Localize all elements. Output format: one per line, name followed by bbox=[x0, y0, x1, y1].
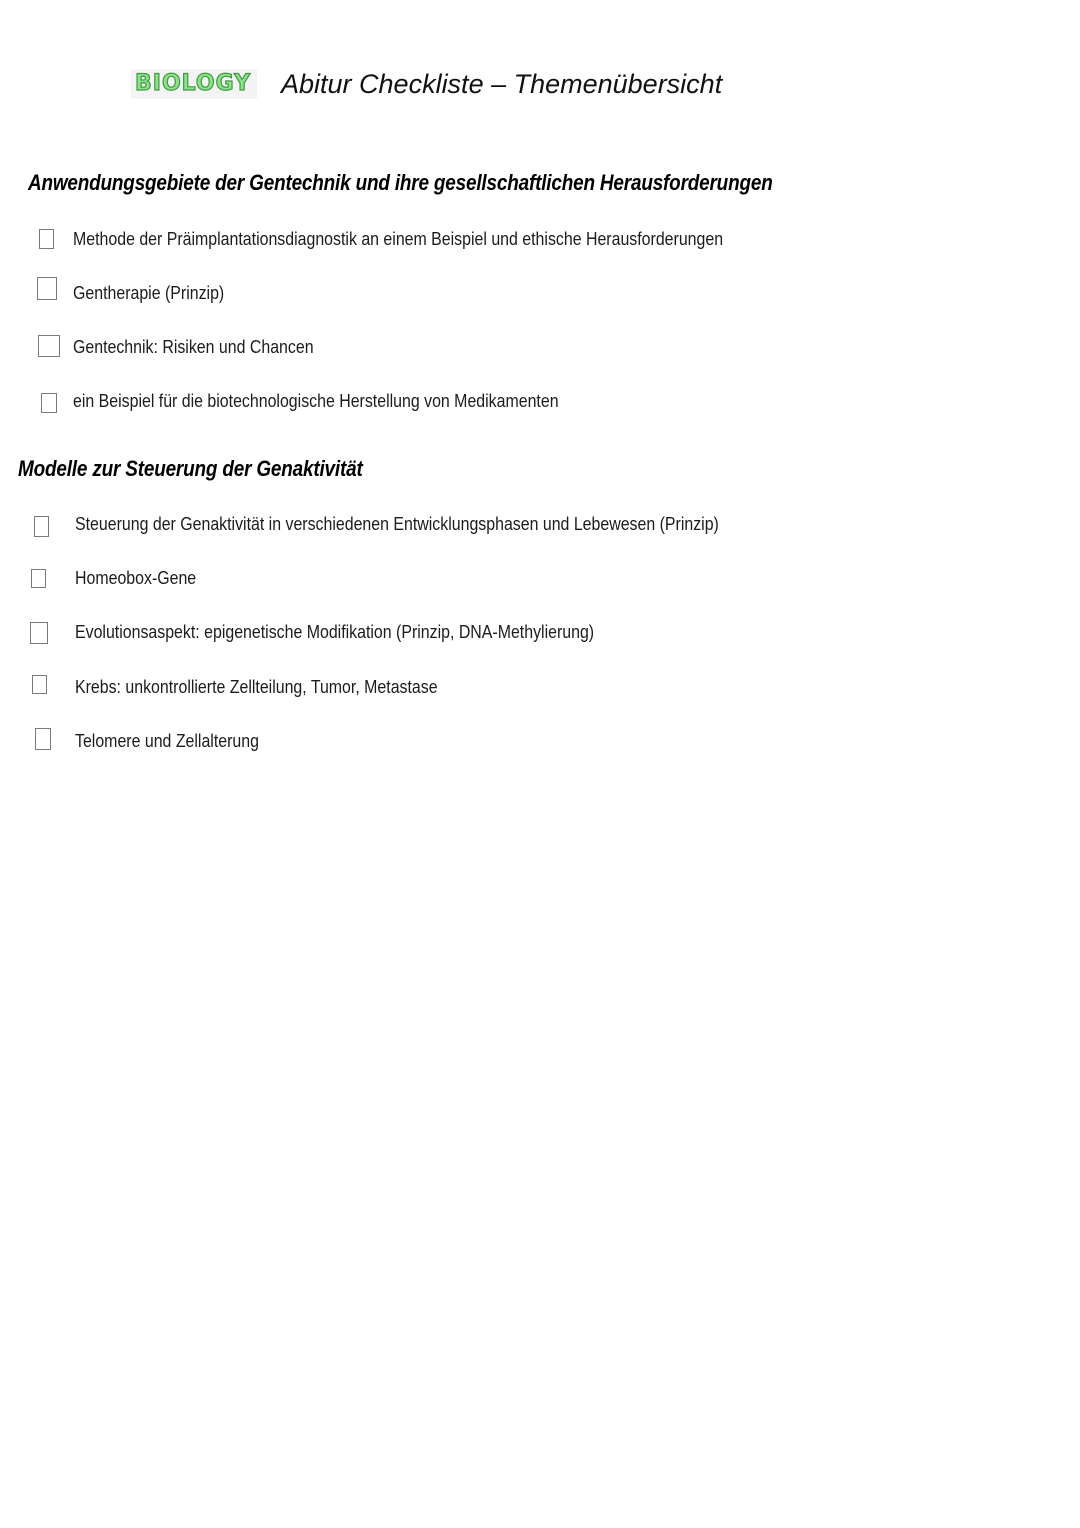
document-header bbox=[131, 66, 722, 102]
checkbox[interactable] bbox=[38, 335, 60, 357]
checklist-item-label: Telomere und Zellalterung bbox=[75, 730, 259, 751]
checklist-item-label: Steuerung der Genaktivität in verschiedenen Entwicklungsphasen und Lebewesen (Prinzip) bbox=[75, 513, 719, 534]
checklist-item-label: ein Beispiel für die biotechnologische Herstellung von Medikamenten bbox=[73, 390, 559, 411]
section-heading-genaktivitaet: Modelle zur Steuerung der Genaktivität bbox=[18, 456, 363, 481]
checkbox[interactable] bbox=[35, 728, 51, 750]
checkbox[interactable] bbox=[37, 277, 57, 300]
biology-logo: BIOLOGY bbox=[131, 69, 257, 99]
checkbox[interactable] bbox=[32, 675, 47, 694]
checklist-item-label: Methode der Präimplantationsdiagnostik an einem Beispiel und ethische Herausforderungen bbox=[73, 228, 724, 249]
checklist-item-label: Evolutionsaspekt: epigenetische Modifikation (Prinzip, DNA-Methylierung) bbox=[75, 621, 595, 642]
checklist-item-label: Gentherapie (Prinzip) bbox=[73, 282, 225, 303]
document-title: Abitur Checkliste – Themenübersicht bbox=[281, 68, 723, 99]
checkbox[interactable] bbox=[41, 393, 57, 413]
section-heading-gentechnik: Anwendungsgebiete der Gentechnik und ihre gesellschaftlichen Herausforderungen bbox=[28, 170, 773, 195]
checklist-item-label: Homeobox-Gene bbox=[75, 567, 197, 588]
checklist-item-label: Krebs: unkontrollierte Zellteilung, Tumor, Metastase bbox=[75, 676, 438, 697]
checkbox[interactable] bbox=[30, 622, 48, 644]
checkbox[interactable] bbox=[31, 569, 46, 588]
checkbox[interactable] bbox=[39, 229, 54, 249]
checklist-item-label: Gentechnik: Risiken und Chancen bbox=[73, 336, 314, 357]
checkbox[interactable] bbox=[34, 516, 49, 537]
